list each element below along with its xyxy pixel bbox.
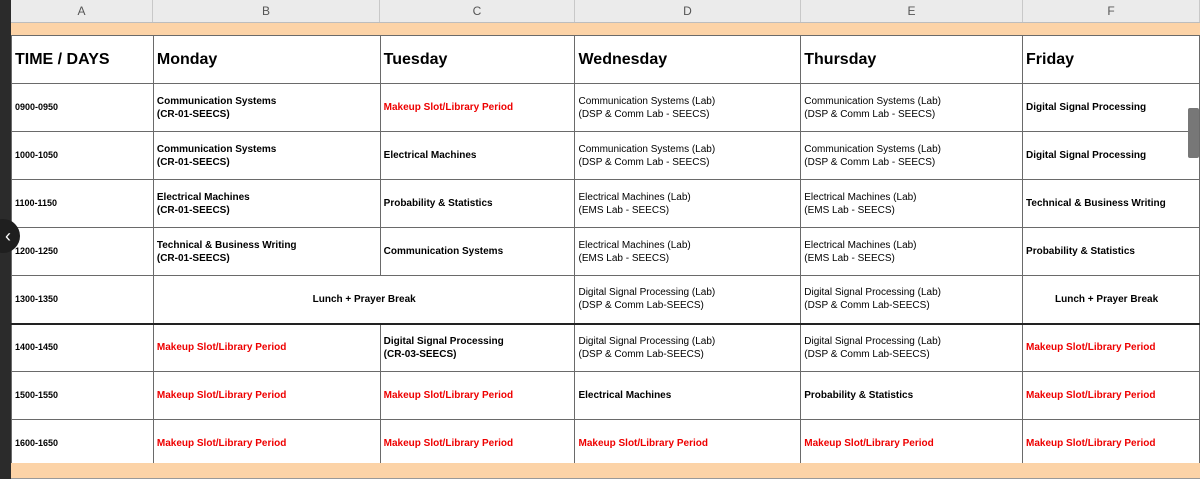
class-text: Digital Signal Processing bbox=[383, 335, 504, 347]
class-text: (DSP & Comm Lab - SEECS) bbox=[578, 108, 710, 120]
table-row bbox=[12, 324, 1200, 372]
lunch-break-cell[interactable]: Lunch + Prayer Break bbox=[1023, 276, 1200, 324]
class-text: Electrical Machines (Lab) bbox=[578, 191, 691, 203]
class-cell-thu[interactable] bbox=[801, 132, 1023, 180]
class-text: (CR-01-SEECS) bbox=[156, 156, 230, 168]
class-cell-fri[interactable] bbox=[1023, 180, 1200, 228]
class-text: (DSP & Comm Lab-SEECS) bbox=[804, 300, 930, 312]
class-cell-mon[interactable] bbox=[153, 324, 380, 372]
column-header-a[interactable]: A bbox=[11, 0, 153, 22]
class-cell-wed[interactable] bbox=[575, 372, 801, 420]
table-row bbox=[12, 228, 1200, 276]
column-header-d[interactable]: D bbox=[575, 0, 801, 22]
class-text: Communication Systems (Lab) bbox=[578, 95, 716, 107]
class-cell-mon[interactable] bbox=[153, 420, 380, 468]
class-text: (CR-01-SEECS) bbox=[156, 252, 230, 264]
vertical-scrollbar-thumb[interactable] bbox=[1188, 108, 1199, 158]
class-cell-tue[interactable] bbox=[380, 132, 575, 180]
class-text: (EMS Lab - SEECS) bbox=[804, 252, 895, 264]
class-cell-thu[interactable] bbox=[801, 372, 1023, 420]
class-text: Makeup Slot/Library Period bbox=[578, 438, 708, 449]
class-text: Communication Systems (Lab) bbox=[804, 143, 941, 155]
class-cell-thu[interactable] bbox=[801, 180, 1023, 228]
class-text: Electrical Machines (Lab) bbox=[804, 239, 917, 251]
class-cell-mon[interactable] bbox=[153, 84, 380, 132]
class-cell-fri[interactable] bbox=[1023, 84, 1200, 132]
class-text: Makeup Slot/Library Period bbox=[383, 438, 514, 449]
class-cell-fri[interactable] bbox=[1023, 420, 1200, 468]
class-text: (DSP & Comm Lab - SEECS) bbox=[578, 156, 710, 168]
class-cell-fri[interactable] bbox=[1023, 132, 1200, 180]
header-wednesday[interactable]: Wednesday bbox=[575, 36, 801, 84]
class-text: (CR-01-SEECS) bbox=[156, 108, 230, 120]
column-header-b[interactable]: B bbox=[153, 0, 380, 22]
table-row bbox=[12, 276, 1200, 324]
column-header-f[interactable]: F bbox=[1023, 0, 1200, 22]
class-cell-mon[interactable] bbox=[153, 132, 380, 180]
class-text: Makeup Slot/Library Period bbox=[156, 390, 287, 401]
class-text: (CR-01-SEECS) bbox=[156, 204, 230, 216]
class-cell-wed[interactable] bbox=[575, 228, 801, 276]
class-text: (DSP & Comm Lab-SEECS) bbox=[804, 348, 930, 360]
column-header-c[interactable]: C bbox=[380, 0, 575, 22]
header-friday[interactable]: Friday bbox=[1023, 36, 1200, 84]
class-text: Electrical Machines bbox=[383, 150, 477, 161]
lunch-break-cell[interactable]: Lunch + Prayer Break bbox=[153, 276, 575, 324]
class-text: (DSP & Comm Lab-SEECS) bbox=[578, 348, 704, 360]
class-text: Electrical Machines (Lab) bbox=[804, 191, 917, 203]
time-cell[interactable]: 1400-1450 bbox=[12, 324, 154, 372]
class-text: Communication Systems bbox=[383, 246, 504, 257]
class-cell-fri[interactable] bbox=[1023, 372, 1200, 420]
class-cell-wed[interactable] bbox=[575, 276, 801, 324]
table-row bbox=[12, 372, 1200, 420]
class-text: Probability & Statistics bbox=[1026, 246, 1135, 257]
class-cell-mon[interactable] bbox=[153, 228, 380, 276]
class-text: Makeup Slot/Library Period bbox=[156, 438, 287, 449]
peach-band-bottom bbox=[11, 463, 1200, 478]
class-cell-fri[interactable] bbox=[1023, 324, 1200, 372]
class-cell-mon[interactable] bbox=[153, 372, 380, 420]
time-cell[interactable]: 1200-1250 bbox=[12, 228, 154, 276]
class-text: Electrical Machines bbox=[578, 390, 672, 401]
class-cell-fri[interactable] bbox=[1023, 228, 1200, 276]
class-cell-tue[interactable] bbox=[380, 180, 575, 228]
class-cell-thu[interactable] bbox=[801, 228, 1023, 276]
header-thursday[interactable]: Thursday bbox=[801, 36, 1023, 84]
class-text: Makeup Slot/Library Period bbox=[1026, 390, 1156, 401]
class-text: Digital Signal Processing (Lab) bbox=[804, 287, 941, 299]
class-cell-wed[interactable] bbox=[575, 420, 801, 468]
class-text: (EMS Lab - SEECS) bbox=[578, 252, 670, 264]
header-time-days[interactable]: TIME / DAYS bbox=[12, 36, 154, 84]
class-cell-wed[interactable] bbox=[575, 132, 801, 180]
class-text: (DSP & Comm Lab - SEECS) bbox=[804, 156, 936, 168]
class-cell-thu[interactable] bbox=[801, 276, 1023, 324]
time-cell[interactable]: 0900-0950 bbox=[12, 84, 154, 132]
class-text: Communication Systems (Lab) bbox=[578, 143, 716, 155]
class-text: Technical & Business Writing bbox=[1026, 198, 1166, 209]
time-cell[interactable]: 1000-1050 bbox=[12, 132, 154, 180]
class-text: Communication Systems (Lab) bbox=[804, 95, 941, 107]
chevron-left-icon[interactable]: ‹ bbox=[0, 219, 20, 253]
class-text: Probability & Statistics bbox=[383, 198, 493, 209]
class-cell-thu[interactable] bbox=[801, 420, 1023, 468]
class-text: Makeup Slot/Library Period bbox=[156, 342, 287, 354]
class-cell-tue[interactable] bbox=[380, 372, 575, 420]
class-text: Digital Signal Processing bbox=[1026, 150, 1147, 161]
class-text: Digital Signal Processing (Lab) bbox=[578, 335, 716, 347]
class-text: (DSP & Comm Lab - SEECS) bbox=[804, 108, 936, 120]
header-monday[interactable]: Monday bbox=[153, 36, 380, 84]
class-text: (CR-03-SEECS) bbox=[383, 348, 457, 360]
class-text: Digital Signal Processing bbox=[1026, 102, 1147, 113]
class-cell-thu[interactable] bbox=[801, 324, 1023, 372]
class-text: Makeup Slot/Library Period bbox=[804, 438, 934, 449]
header-tuesday[interactable]: Tuesday bbox=[380, 36, 575, 84]
class-cell-wed[interactable] bbox=[575, 84, 801, 132]
class-cell-tue[interactable] bbox=[380, 228, 575, 276]
peach-band-top bbox=[11, 23, 1200, 35]
class-text: (EMS Lab - SEECS) bbox=[578, 204, 670, 216]
class-text: Technical & Business Writing bbox=[156, 239, 297, 251]
class-text: Makeup Slot/Library Period bbox=[1026, 438, 1156, 449]
class-cell-mon[interactable] bbox=[153, 180, 380, 228]
class-cell-tue[interactable] bbox=[380, 324, 575, 372]
class-cell-thu[interactable] bbox=[801, 84, 1023, 132]
class-cell-wed[interactable] bbox=[575, 324, 801, 372]
table-row bbox=[12, 420, 1200, 468]
class-cell-tue[interactable] bbox=[380, 420, 575, 468]
class-text: (DSP & Comm Lab-SEECS) bbox=[578, 300, 704, 312]
time-cell[interactable]: 1100-1150 bbox=[12, 180, 154, 228]
header-row bbox=[12, 36, 1200, 84]
class-text: Digital Signal Processing (Lab) bbox=[578, 287, 716, 299]
time-cell[interactable]: 1500-1550 bbox=[12, 372, 154, 420]
time-cell[interactable]: 1600-1650 bbox=[12, 420, 154, 468]
class-cell-wed[interactable] bbox=[575, 180, 801, 228]
table-row bbox=[12, 180, 1200, 228]
class-text: Makeup Slot/Library Period bbox=[383, 102, 514, 113]
class-text: Communication Systems bbox=[156, 143, 277, 155]
class-text: Makeup Slot/Library Period bbox=[1026, 342, 1156, 354]
class-text: (EMS Lab - SEECS) bbox=[804, 204, 895, 216]
class-text: Makeup Slot/Library Period bbox=[383, 390, 514, 401]
table-row bbox=[12, 84, 1200, 132]
table-row bbox=[12, 132, 1200, 180]
column-header-bar bbox=[11, 0, 1200, 23]
class-text: Probability & Statistics bbox=[804, 390, 914, 401]
class-text: Electrical Machines bbox=[156, 191, 250, 203]
class-text: Electrical Machines (Lab) bbox=[578, 239, 691, 251]
column-header-e[interactable]: E bbox=[801, 0, 1023, 22]
class-text: Communication Systems bbox=[156, 95, 277, 107]
timetable bbox=[11, 35, 1200, 468]
class-text: Digital Signal Processing (Lab) bbox=[804, 335, 941, 347]
class-cell-tue[interactable] bbox=[380, 84, 575, 132]
time-cell[interactable]: 1300-1350 bbox=[12, 276, 154, 324]
